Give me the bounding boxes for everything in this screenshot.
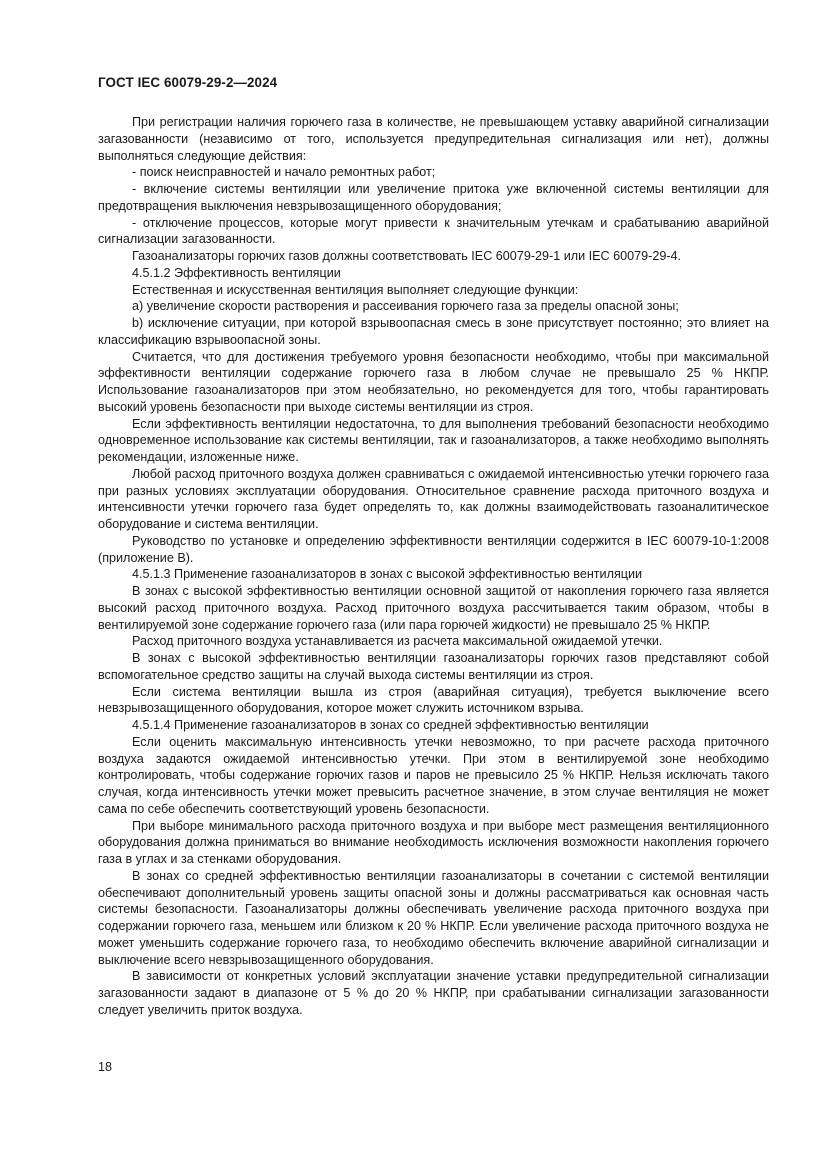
paragraph: Любой расход приточного воздуха должен сравниваться с ожидаемой интенсивностью утечки горючего газа при разных условиях эксплуатации оборудования. Относительное сравнение расхода приточного воздуха и интенсивности утечки горючего газа будет определять то, как должны взаимодействовать газоаналитическое оборудование и система вентиляции. xyxy=(98,466,769,531)
paragraph: Если эффективность вентиляции недостаточна, то для выполнения требований безопасности необходимо одновременное использование как системы вентиляции, так и газоанализаторов, а также необходимо выполнять рекомендации, изложенные ниже. xyxy=(98,416,769,464)
list-item: - включение системы вентиляции или увеличение притока уже включенной системы вентиляции для предотвращения выключения невзрывозащищенного оборудования; xyxy=(98,182,769,213)
paragraph: В зонах со средней эффективностью вентиляции газоанализаторы в сочетании с системой вентиляции обеспечивают дополнительный уровень защиты опасной зоны и должны рассматриваться как основная часть системы безопасности. Газоанализаторы должны обеспечивать увеличение расхода приточного воздуха при содержании горючего газа, меньшем или близком к 20 % НКПР. Если увеличение расхода приточного воздуха не может уменьшить содержание горючего газа, то необходимо обеспечить включение аварийной сигнализации и выключение всего невзрывозащищенного оборудования. xyxy=(98,868,769,967)
section-heading: 4.5.1.2 Эффективность вентиляции xyxy=(132,265,341,280)
paragraph: В зонах с высокой эффективностью вентиляции основной защитой от накопления горючего газа является высокий расход приточного воздуха. Расход приточного воздуха рассчитывается таким образом, чтобы в вентилируемой зоне содержание горючего газа (или пара горючей жидкости) не превышало 25 % НКПР. xyxy=(98,584,769,632)
document-header: ГОСТ IEC 60079-29-2—2024 xyxy=(98,75,278,90)
list-item: b) исключение ситуации, при которой взрывоопасная смесь в зоне присутствует постоянно; это влияет на классификацию взрывоопасной зоны. xyxy=(98,316,769,347)
paragraph: Если система вентиляции вышла из строя (аварийная ситуация), требуется выключение всего невзрывозащищенного оборудования, которое может служить источником взрыва. xyxy=(98,684,769,716)
paragraph: В зависимости от конкретных условий эксплуатации значение уставки предупредительной сигнализации загазованности задают в диапазоне от 5 % до 20 % НКПР, при срабатывании сигнализации загазованности следует увеличить приток воздуха. xyxy=(98,969,769,1017)
paragraph: Считается, что для достижения требуемого уровня безопасности необходимо, чтобы при максимальной эффективности вентиляции содержание горючего газа в любом случае не превышало 25 % НКПР. Использование газоанализаторов при этом необязательно, но рекомендуется для того, чтобы гарантировать высокий уровень безопасности при выходе системы вентиляции из строя. xyxy=(98,349,769,414)
section-heading: 4.5.1.4 Применение газоанализаторов в зонах со средней эффективностью вентиляции xyxy=(132,718,649,732)
section-heading: 4.5.1.3 Применение газоанализаторов в зонах с высокой эффективностью вентиляции xyxy=(132,567,643,582)
paragraph: Расход приточного воздуха устанавливается из расчета максимальной ожидаемой утечки. xyxy=(132,634,663,649)
paragraph: Газоанализаторы горючих газов должны соответствовать IEC 60079-29-1 или IEC 60079-29-4. xyxy=(132,249,682,263)
document-body xyxy=(98,114,769,1019)
list-item: - поиск неисправностей и начало ремонтных работ; xyxy=(132,165,436,180)
list-item: a) увеличение скорости растворения и рассеивания горючего газа за пределы опасной зоны; xyxy=(132,299,679,314)
paragraph: В зонах с высокой эффективностью вентиляции газоанализаторы горючих газов представляют собой вспомогательное средство защиты на случай выхода системы вентиляции из строя. xyxy=(98,651,769,682)
paragraph: Естественная и искусственная вентиляция выполняет следующие функции: xyxy=(132,282,579,297)
paragraph: Если оценить максимальную интенсивность утечки невозможно, то при расчете расхода приточного воздуха задаются ожидаемой интенсивностью утечки. При этом в вентилируемой зоне необходимо контролировать, чтобы содержание горючих газов и паров не превысило 25 % НКПР. Нельзя исключать такого случая, когда интенсивность утечки может превысить расчетное значение, в этом случае вентиляция не может сама по себе обеспечить соответствующий уровень безопасности. xyxy=(98,734,769,816)
page-number: 18 xyxy=(98,1060,113,1074)
paragraph: При регистрации наличия горючего газа в количестве, не превышающем уставку аварийной сигнализации загазованности (независимо от того, используется предупредительная сигнализация или нет), должны выполняться следующие действия: xyxy=(98,115,769,163)
paragraph: Руководство по установке и определению эффективности вентиляции содержится в IEC 60079-10-1:2008 (приложение В). xyxy=(98,533,769,565)
paragraph: При выборе минимального расхода приточного воздуха и при выборе мест размещения вентиляционного оборудования должна приниматься во внимание необходимость исключения возможности накопления горючего газа в углах и за стенками оборудования. xyxy=(98,818,769,866)
list-item: - отключение процессов, которые могут привести к значительным утечкам и срабатыванию аварийной сигнализации загазованности. xyxy=(98,215,769,247)
